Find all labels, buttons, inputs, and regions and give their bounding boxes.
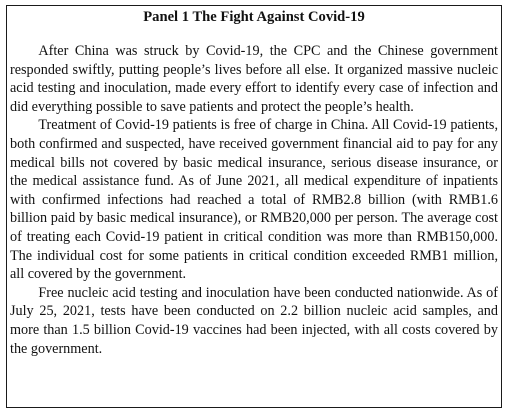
paragraph-treatment: Treatment of Covid-19 patients is free of charge in China. All Covid-19 patients, both confirmed and suspected, have received government financial aid to pay for any medical bills not covered by basic medical insurance, serious disease insurance, or the medical assistance fund. As of June 2021, all medical expenditure of inpatients with confirmed infections had reached a total of RMB2.8 billion (with RMB1.6 billion paid by basic medical insurance), or RMB20,000 per person. The average cost of treating each Covid-19 patient in critical condition was more than RMB150,000. The individual cost for some patients in critical condition exceeded RMB1 million, all covered by the government. xyxy=(10,117,498,283)
panel-body xyxy=(10,42,498,358)
paragraph-testing: Free nucleic acid testing and inoculation have been conducted nationwide. As of July 25, 2021, tests have been conducted on 2.2 billion nucleic acid samples, and more than 1.5 billion Covid-19 vaccines had been injected, with all costs covered by the government. xyxy=(10,284,498,357)
panel-title: Panel 1 The Fight Against Covid-19 xyxy=(143,9,365,25)
paragraph-response: After China was struck by Covid-19, the CPC and the Chinese government responded swiftly, putting people’s lives before all else. It organized massive nucleic acid testing and inoculation, made every effort to identify every case of infection and did everything possible to save patients and protect the people’s health. xyxy=(10,43,498,115)
panel-box xyxy=(6,5,502,408)
